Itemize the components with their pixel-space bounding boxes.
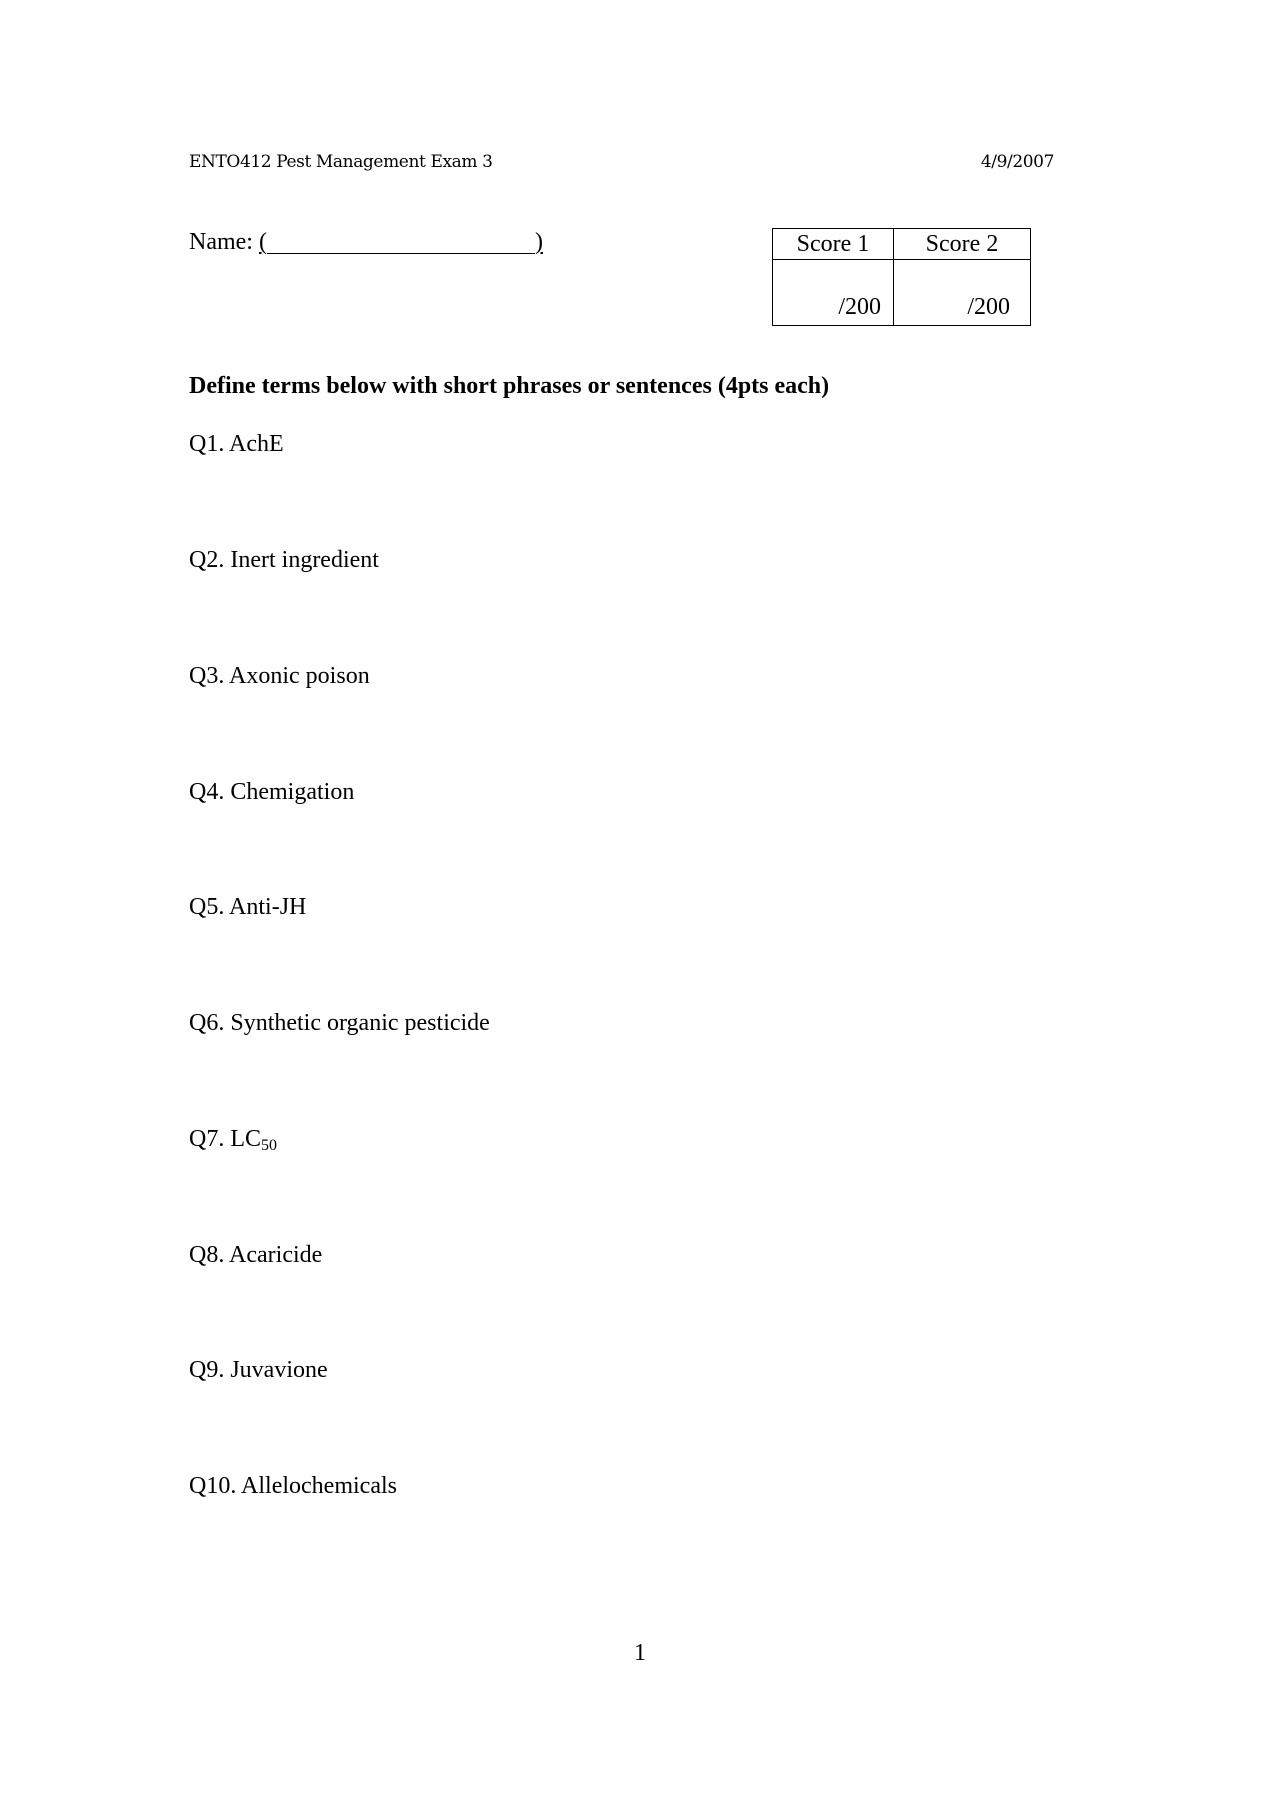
question-number: Q3. <box>189 663 225 689</box>
score-2-header: Score 2 <box>894 229 1031 260</box>
instructions: Define terms below with short phrases or sentences (4pts each) <box>189 373 830 399</box>
question-number: Q5. <box>189 894 225 920</box>
question-item <box>189 1010 490 1037</box>
question-term: AchE <box>229 431 284 457</box>
name-field <box>189 229 543 256</box>
question-item <box>189 663 370 690</box>
page-number: 1 <box>634 1640 646 1666</box>
question-term: Synthetic organic pesticide <box>230 1010 490 1036</box>
name-close-paren: ) <box>534 229 543 255</box>
score-value-row <box>773 260 1031 326</box>
score-2-value: /200 <box>894 260 1031 326</box>
question-number: Q4. <box>189 779 225 805</box>
score-1-header: Score 1 <box>773 229 894 260</box>
name-blank-line <box>267 229 535 254</box>
question-term: Anti-JH <box>229 894 307 920</box>
question-term: Allelochemicals <box>241 1473 397 1499</box>
score-1-value: /200 <box>773 260 894 326</box>
exam-date: 4/9/2007 <box>980 152 1054 172</box>
question-item <box>189 1242 322 1269</box>
question-term: Inert ingredient <box>230 547 379 573</box>
question-term-subscript: 50 <box>261 1137 278 1154</box>
question-item <box>189 1357 328 1384</box>
question-item <box>189 894 306 921</box>
question-term: Juvavione <box>230 1357 328 1383</box>
question-item <box>189 547 379 574</box>
name-label: Name: <box>189 229 253 255</box>
score-table <box>772 228 1031 326</box>
question-number: Q6. <box>189 1010 225 1036</box>
question-number: Q10. <box>189 1473 237 1499</box>
question-term: Chemigation <box>230 779 355 805</box>
question-term-text: LC <box>230 1126 262 1152</box>
question-number: Q7. <box>189 1126 225 1152</box>
question-number: Q2. <box>189 547 225 573</box>
question-number: Q1. <box>189 431 225 457</box>
question-item <box>189 431 284 458</box>
question-number: Q8. <box>189 1242 225 1268</box>
name-open-paren: ( <box>258 229 267 255</box>
question-item <box>189 1473 397 1500</box>
question-term: Acaricide <box>229 1242 323 1268</box>
question-item <box>189 779 354 806</box>
question-item <box>189 1126 277 1153</box>
question-term: Axonic poison <box>229 663 370 689</box>
question-term <box>230 1126 277 1152</box>
question-number: Q9. <box>189 1357 225 1383</box>
score-header-row <box>773 229 1031 260</box>
course-header: ENTO412 Pest Management Exam 3 <box>189 152 493 172</box>
